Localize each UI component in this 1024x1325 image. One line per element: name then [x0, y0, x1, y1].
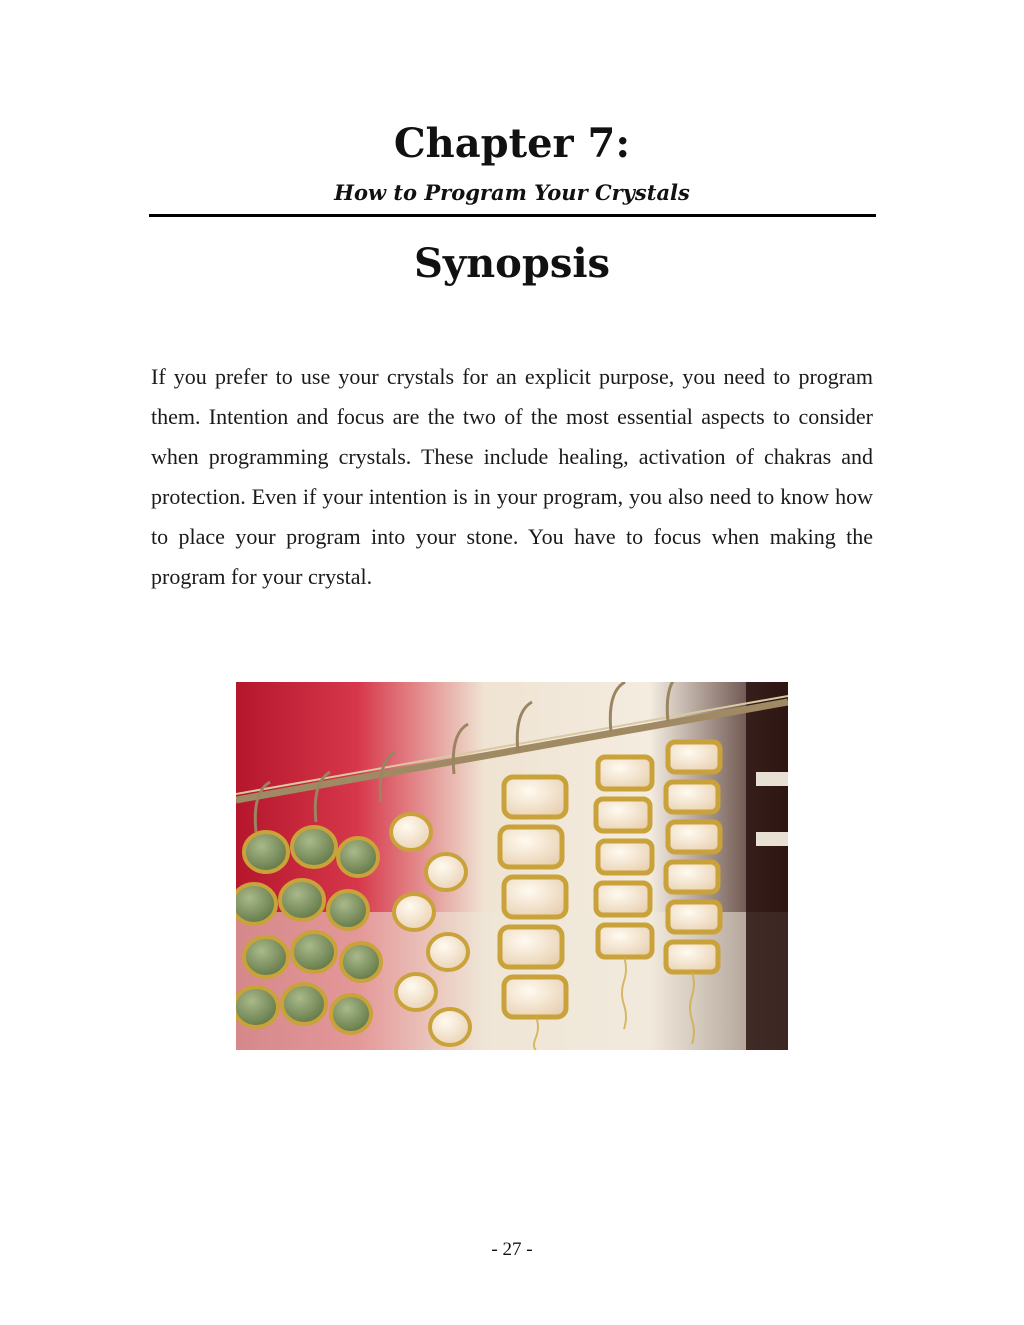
- chapter-subtitle: How to Program Your Crystals: [334, 180, 690, 205]
- crystal-bracelets-photo: [236, 682, 788, 1050]
- chapter-title: Chapter 7:: [393, 120, 631, 167]
- body-paragraph: If you prefer to use your crystals for an explicit purpose, you need to program them. Intention and focus are the two of the most essential aspects to consider when programming crystals. These include healing, activation of chakras and protection. Even if your intention is in your program, you also need to know how to place your program into your stone. You have to focus when making the program for your crystal.: [151, 364, 873, 589]
- page-number: - 27 -: [491, 1239, 533, 1260]
- section-title: Synopsis: [413, 240, 611, 287]
- title-divider: [149, 214, 876, 217]
